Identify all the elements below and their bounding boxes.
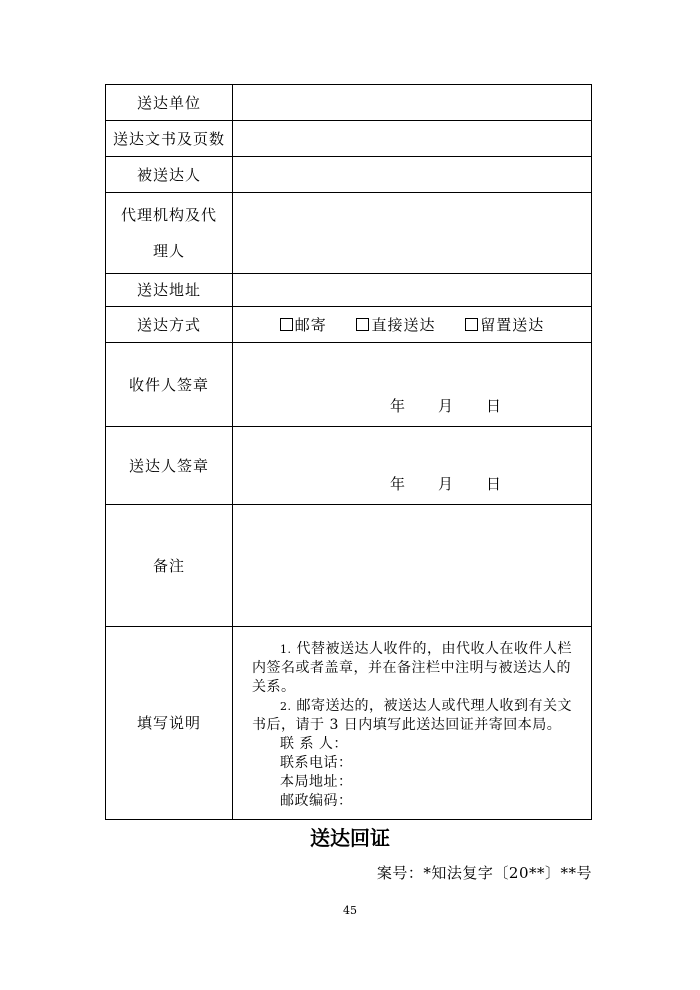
postal-code: 邮政编码： <box>280 792 353 809</box>
delivery-unit-label: 送达单位 <box>106 85 233 121</box>
office-address: 本局地址： <box>280 773 353 790</box>
instructions-content <box>233 627 592 820</box>
sender-signature-field[interactable] <box>233 427 592 505</box>
receiver-signature-field[interactable] <box>233 343 592 427</box>
agency-field[interactable] <box>233 193 592 274</box>
checkbox-icon[interactable] <box>356 318 369 331</box>
method-direct-option[interactable]: 直接送达 <box>356 316 435 334</box>
case-number: 案号：*知法复字〔20**〕**号 <box>376 864 592 882</box>
address-label: 送达地址 <box>106 274 233 307</box>
contact-person: 联 系 人： <box>280 735 348 752</box>
document-title: 送达回证 <box>310 826 390 850</box>
remarks-label: 备注 <box>106 505 233 627</box>
checkbox-icon[interactable] <box>280 318 293 331</box>
instruction-item-1: 1. 代替被送达人收件的，由代收人在收件人栏内签名或者盖章，并在备注栏中注明与被送达人的关系。 <box>252 640 572 695</box>
contact-phone: 联系电话： <box>280 754 353 771</box>
instructions-label: 填写说明 <box>106 627 233 820</box>
checkbox-icon[interactable] <box>465 318 478 331</box>
sender-signature-label: 送达人签章 <box>106 427 233 505</box>
delivery-methods <box>233 307 592 343</box>
delivery-receipt-form <box>105 84 592 820</box>
agency-label: 代理机构及代理人 <box>106 193 233 274</box>
document-pages-field[interactable] <box>233 121 592 157</box>
instruction-item-2: 2. 邮寄送达的，被送达人或代理人收到有关文书后，请于 3 日内填写此送达回证并寄回本局。 <box>252 697 572 733</box>
delivery-unit-field[interactable] <box>233 85 592 121</box>
page-number: 45 <box>343 904 357 917</box>
method-label: 送达方式 <box>106 307 233 343</box>
address-field[interactable] <box>233 274 592 307</box>
method-mail-option[interactable]: 邮寄 <box>280 316 327 334</box>
remarks-field[interactable] <box>233 505 592 627</box>
recipient-field[interactable] <box>233 157 592 193</box>
method-lodged-option[interactable]: 留置送达 <box>465 316 544 334</box>
sender-date: 年 月 日 <box>390 475 502 493</box>
receiver-date: 年 月 日 <box>390 397 502 415</box>
recipient-label: 被送达人 <box>106 157 233 193</box>
receiver-signature-label: 收件人签章 <box>106 343 233 427</box>
document-pages-label: 送达文书及页数 <box>106 121 233 157</box>
